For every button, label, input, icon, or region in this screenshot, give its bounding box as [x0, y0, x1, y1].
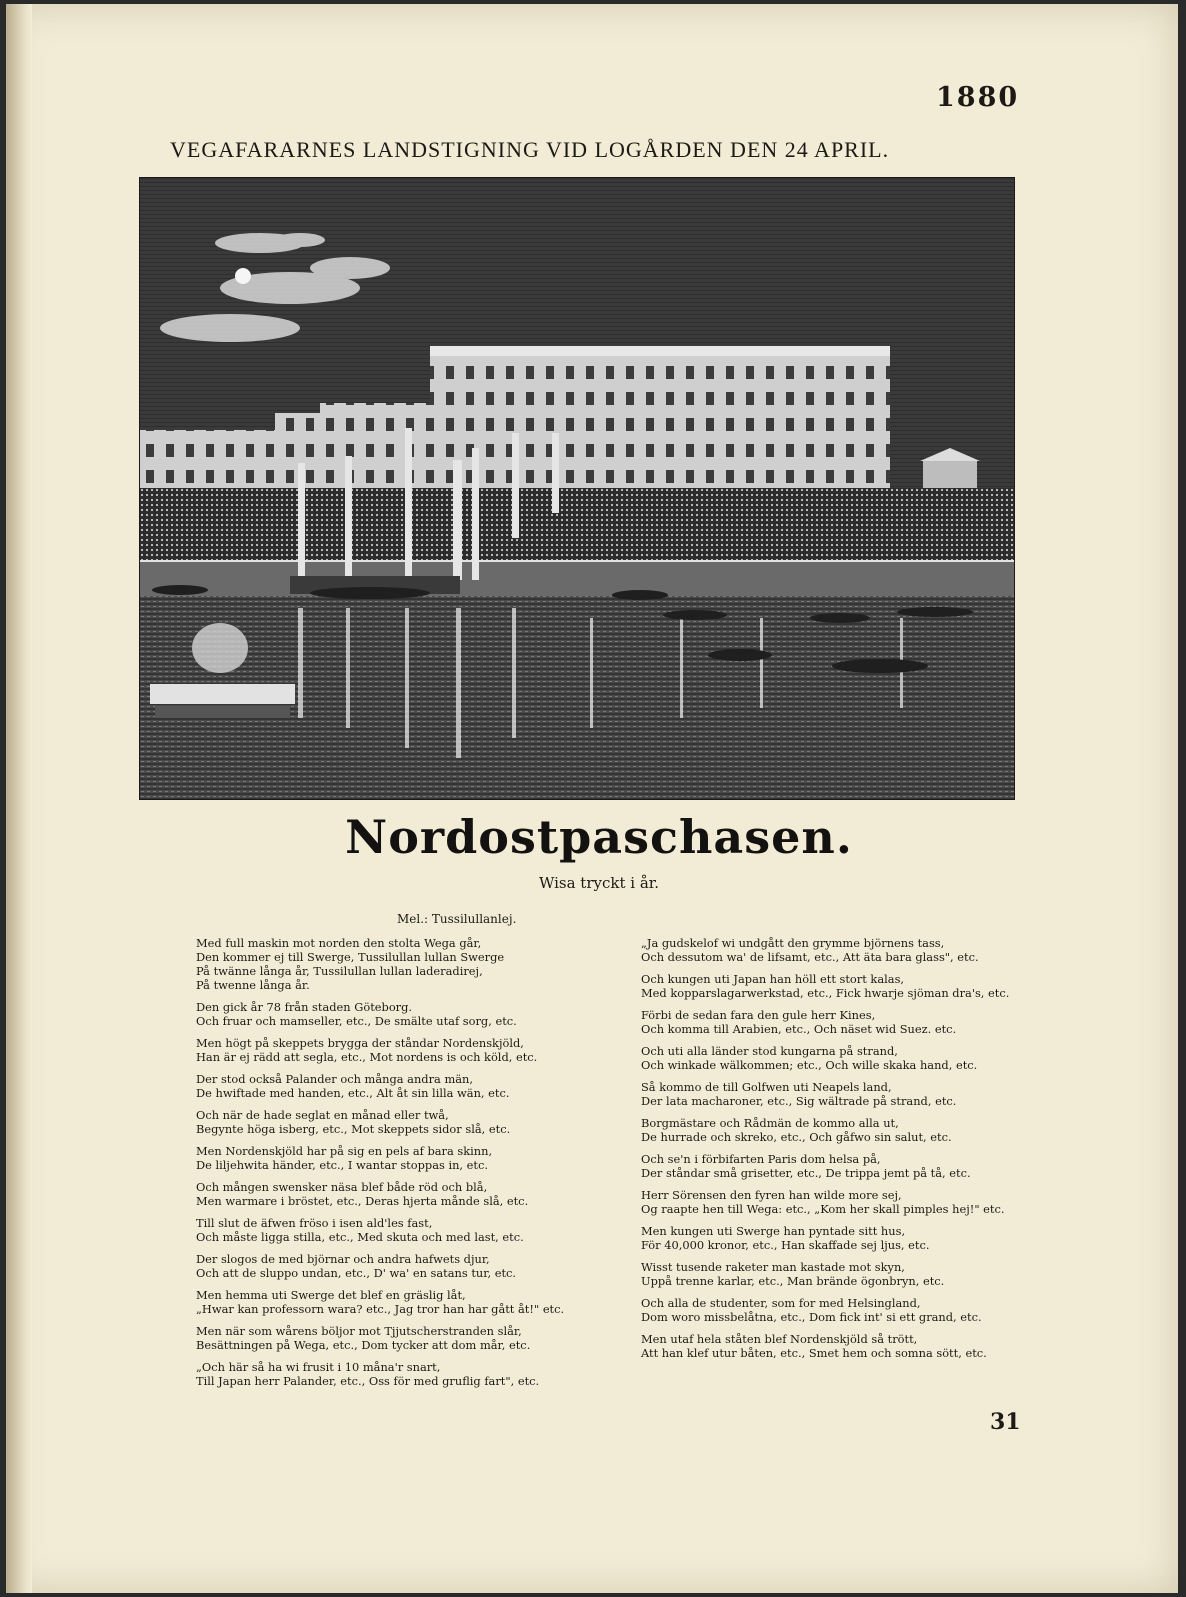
song-line: För 40,000 kronor, etc., Han skaffade sej ljus, etc.: [641, 1238, 930, 1252]
song-stanza: [641, 1224, 1041, 1252]
song-line: Och se'n i förbifarten Paris dom helsa på,: [641, 1152, 881, 1166]
song-line: Med kopparslagarwerkstad, etc., Fick hwarje sjöman dra's, etc.: [641, 986, 1010, 1000]
song-stanza: [641, 1080, 1041, 1108]
song-stanza: [641, 1332, 1041, 1360]
song-line: Och kungen uti Japan han höll ett stort kalas,: [641, 972, 905, 986]
song-line: Den kommer ej till Swerge, Tussilullan lullan Swerge: [196, 950, 505, 964]
song-line: Herr Sörensen den fyren han wilde more sej,: [641, 1188, 902, 1202]
song-line: Med full maskin mot norden den stolta Wega går,: [196, 936, 482, 950]
song-line: Begynte höga isberg, etc., Mot skeppets sidor slå, etc.: [196, 1122, 511, 1136]
song-stanza: [196, 1108, 596, 1136]
song-stanza: [641, 1296, 1041, 1324]
song-line: De liljehwita händer, etc., I wantar stoppas in, etc.: [196, 1158, 488, 1172]
song-line: Der stod också Palander och många andra män,: [196, 1072, 473, 1086]
song-line: Og raapte hen till Wega: etc., „Kom her skall pimples hej!" etc.: [641, 1202, 1005, 1216]
song-line: Och uti alla länder stod kungarna på strand,: [641, 1044, 898, 1058]
song-stanza: [641, 1152, 1041, 1180]
song-line: Borgmästare och Rådmän de kommo alla ut,: [641, 1116, 899, 1130]
song-stanza: [196, 1180, 596, 1208]
song-line: Men warmare i bröstet, etc., Deras hjerta månde slå, etc.: [196, 1194, 529, 1208]
song-stanza: [196, 1288, 596, 1316]
song-line: Och fruar och mamseller, etc., De smälte utaf sorg, etc.: [196, 1014, 517, 1028]
page-binding-shadow: [6, 4, 32, 1593]
song-line: Och att de sluppo undan, etc., D' wa' en satans tur, etc.: [196, 1266, 517, 1280]
song-stanza: [641, 1260, 1041, 1288]
song-line: De hurrade och skreko, etc., Och gåfwo sin salut, etc.: [641, 1130, 952, 1144]
illustration-headline: VEGAFARARNES LANDSTIGNING VID LOGÅRDEN DEN 24 APRIL.: [170, 137, 890, 162]
song-stanza: [641, 936, 1041, 964]
song-stanza: [641, 1008, 1041, 1036]
song-line: „Hwar kan professorn wara? etc., Jag tror han har gått åt!" etc.: [196, 1302, 565, 1316]
song-stanza: [641, 972, 1041, 1000]
song-stanza: [196, 1036, 596, 1064]
crowd: [140, 488, 1014, 560]
quay-wall: [140, 560, 1014, 596]
song-line: Den gick år 78 från staden Göteborg.: [196, 1000, 413, 1014]
song-line: Och dessutom wa' de lifsamt, etc., Att äta bara glass", etc.: [641, 950, 979, 964]
song-line: Men kungen uti Swerge han pyntade sitt hus,: [641, 1224, 906, 1238]
song-column-left: [196, 936, 596, 1396]
song-line: Till Japan herr Palander, etc., Oss för med gruflig fart", etc.: [196, 1374, 540, 1388]
song-line: Men högt på skeppets brygga der ståndar Nordenskjöld,: [196, 1036, 524, 1050]
song-line: „Ja gudskelof wi undgått den grymme björnens tass,: [641, 936, 945, 950]
song-line: Han är ej rädd att segla, etc., Mot nordens is och köld, etc.: [196, 1050, 538, 1064]
song-line: Och måste ligga stilla, etc., Med skuta och med last, etc.: [196, 1230, 524, 1244]
song-stanza: [641, 1044, 1041, 1072]
page-year: 1880: [936, 82, 1020, 113]
song-line: Och winkade wälkommen; etc., Och wille skaka hand, etc.: [641, 1058, 978, 1072]
song-stanza: [196, 1324, 596, 1352]
song-stanza: [196, 1216, 596, 1244]
song-line: De hwiftade med handen, etc., Alt åt sin lilla wän, etc.: [196, 1086, 510, 1100]
song-line: Dom woro missbelåtna, etc., Dom fick int' si ett grand, etc.: [641, 1310, 982, 1324]
song-line: Men när som wårens böljor mot Tjjutscherstranden slår,: [196, 1324, 522, 1338]
song-line: På twenne långa år.: [196, 978, 310, 992]
book-page: [6, 4, 1178, 1593]
song-stanza: [196, 1072, 596, 1100]
song-stanza: [641, 1116, 1041, 1144]
song-stanza: [196, 936, 596, 992]
moon: [235, 268, 251, 284]
song-line: Men Nordenskjöld har på sig en pels af bara skinn,: [196, 1144, 493, 1158]
engraving-svg: [140, 178, 1014, 799]
song-line: Men utaf hela ståten blef Nordenskjöld så trött,: [641, 1332, 918, 1346]
song-line: „Och här så ha wi frusit i 10 måna'r snart,: [196, 1360, 441, 1374]
song-line: Der lata macharoner, etc., Sig wältrade på strand, etc.: [641, 1094, 957, 1108]
song-title: Nordostpaschasen.: [345, 810, 853, 864]
song-line: Der ståndar små grisetter, etc., De trippa jemt på tå, etc.: [641, 1166, 971, 1180]
song-stanza: [196, 1360, 596, 1388]
song-line: Och mången swensker näsa blef både röd och blå,: [196, 1180, 488, 1194]
song-line: På twänne långa år, Tussilullan lullan laderadirej,: [196, 964, 483, 978]
song-line: Och komma till Arabien, etc., Och näset wid Suez. etc.: [641, 1022, 957, 1036]
song-stanza: [196, 1144, 596, 1172]
song-line: Uppå trenne karlar, etc., Man brände ögonbryn, etc.: [641, 1274, 945, 1288]
song-line: Der slogos de med björnar och andra hafwets djur,: [196, 1252, 490, 1266]
song-stanza: [196, 1252, 596, 1280]
song-stanza: [641, 1188, 1041, 1216]
song-line: Att han klef utur båten, etc., Smet hem och somna sött, etc.: [641, 1346, 987, 1360]
song-line: Så kommo de till Golfwen uti Neapels land,: [641, 1080, 892, 1094]
song-line: Men hemma uti Swerge det blef en gräslig låt,: [196, 1288, 466, 1302]
song-line: Besättningen på Wega, etc., Dom tycker att dom mår, etc.: [196, 1338, 531, 1352]
song-line: Och alla de studenter, som for med Helsingland,: [641, 1296, 921, 1310]
song-line: Wisst tusende raketer man kastade mot skyn,: [641, 1260, 905, 1274]
engraving-illustration: [139, 177, 1015, 800]
song-melody: Mel.: Tussilullanlej.: [397, 912, 517, 926]
song-line: Och när de hade seglat en månad eller twå,: [196, 1108, 449, 1122]
song-line: Förbi de sedan fara den gule herr Kines,: [641, 1008, 876, 1022]
song-subtitle: Wisa tryckt i år.: [538, 874, 660, 892]
song-line: Till slut de äfwen fröso i isen ald'les fast,: [196, 1216, 433, 1230]
song-column-right: [641, 936, 1041, 1368]
page-number: 31: [990, 1409, 1021, 1435]
song-stanza: [196, 1000, 596, 1028]
